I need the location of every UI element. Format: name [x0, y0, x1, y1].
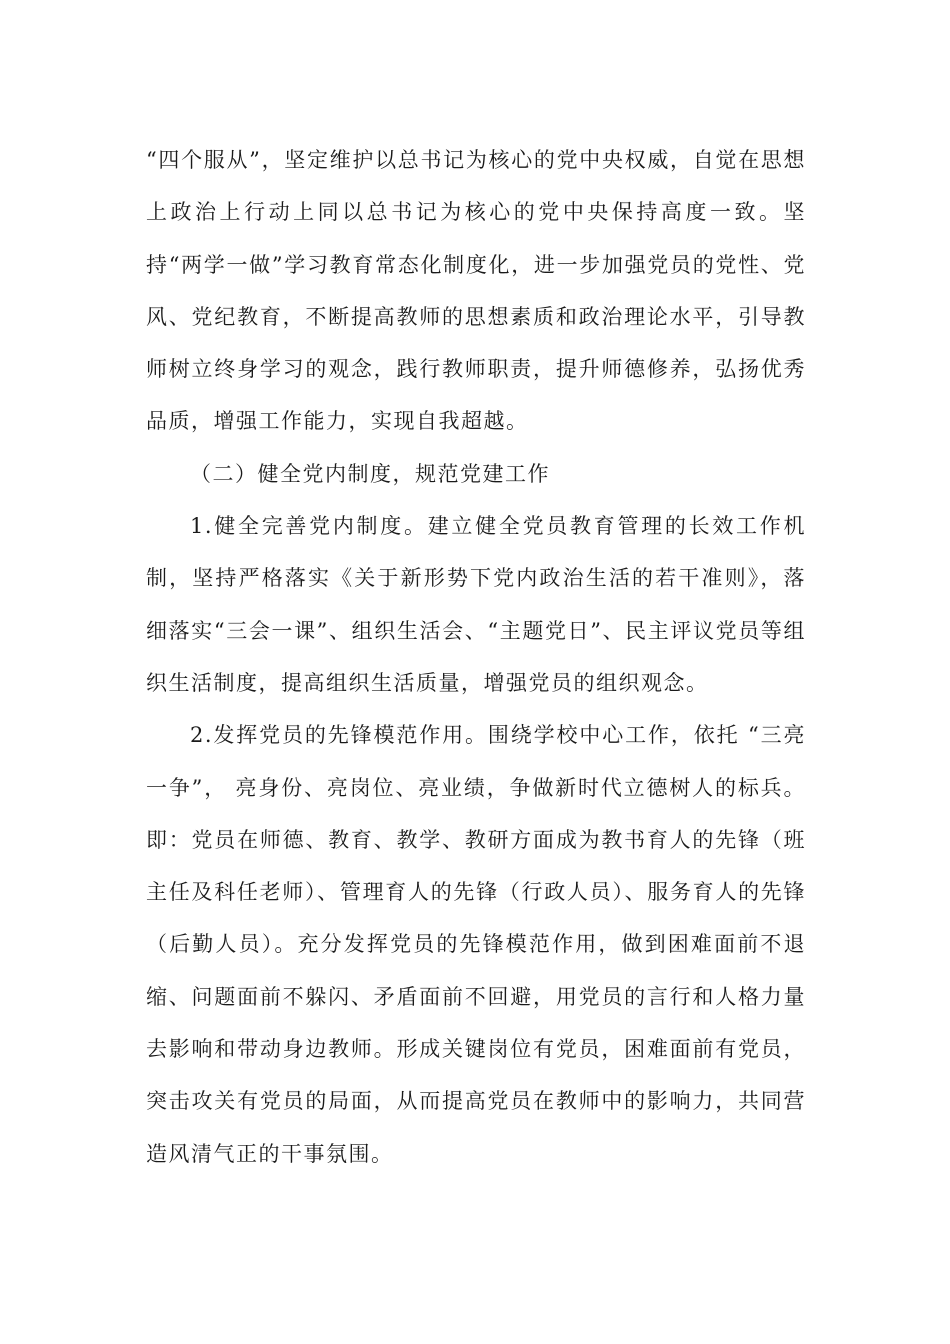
document-page [146, 134, 806, 1180]
body-paragraph-3: 2.发挥党员的先锋模范作用。围绕学校中心工作，依托 “三亮一争”， 亮身份、亮岗位、亮业绩，争做新时代立德树人的标兵。即：党员在师德、教育、教学、教研方面成为教书育人的先锋（班主任及科任老师）、管理育人的先锋（行政人员）、服务育人的先锋（后勤人员）。充分发挥党员的先锋模范作用，做到困难面前不退缩、问题面前不躲闪、矛盾面前不回避，用党员的言行和人格力量去影响和带动身边教师。形成关键岗位有党员，困难面前有党员，突击攻关有党员的局面，从而提高党员在教师中的影响力，共同营造风清气正的干事氛围。 [146, 723, 806, 1166]
body-paragraph-1: “四个服从”，坚定维护以总书记为核心的党中央权威，自觉在思想上政治上行动上同以总书记为核心的党中央保持高度一致。坚持“两学一做”学习教育常态化制度化，进一步加强党员的党性、党风、党纪教育，不断提高教师的思想素质和政治理论水平，引导教师树立终身学习的观念，践行教师职责，提升师德修养，弘扬优秀品质，增强工作能力，实现自我超越。 [146, 148, 806, 434]
section-heading-2: （二）健全党内制度，规范党建工作 [190, 461, 550, 486]
body-paragraph-2: 1.健全完善党内制度。建立健全党员教育管理的长效工作机制，坚持严格落实《关于新形势下党内政治生活的若干准则》，落细落实“三会一课”、组织生活会、“主题党日”、民主评议党员等组织生活制度，提高组织生活质量，增强党员的组织观念。 [146, 514, 806, 695]
